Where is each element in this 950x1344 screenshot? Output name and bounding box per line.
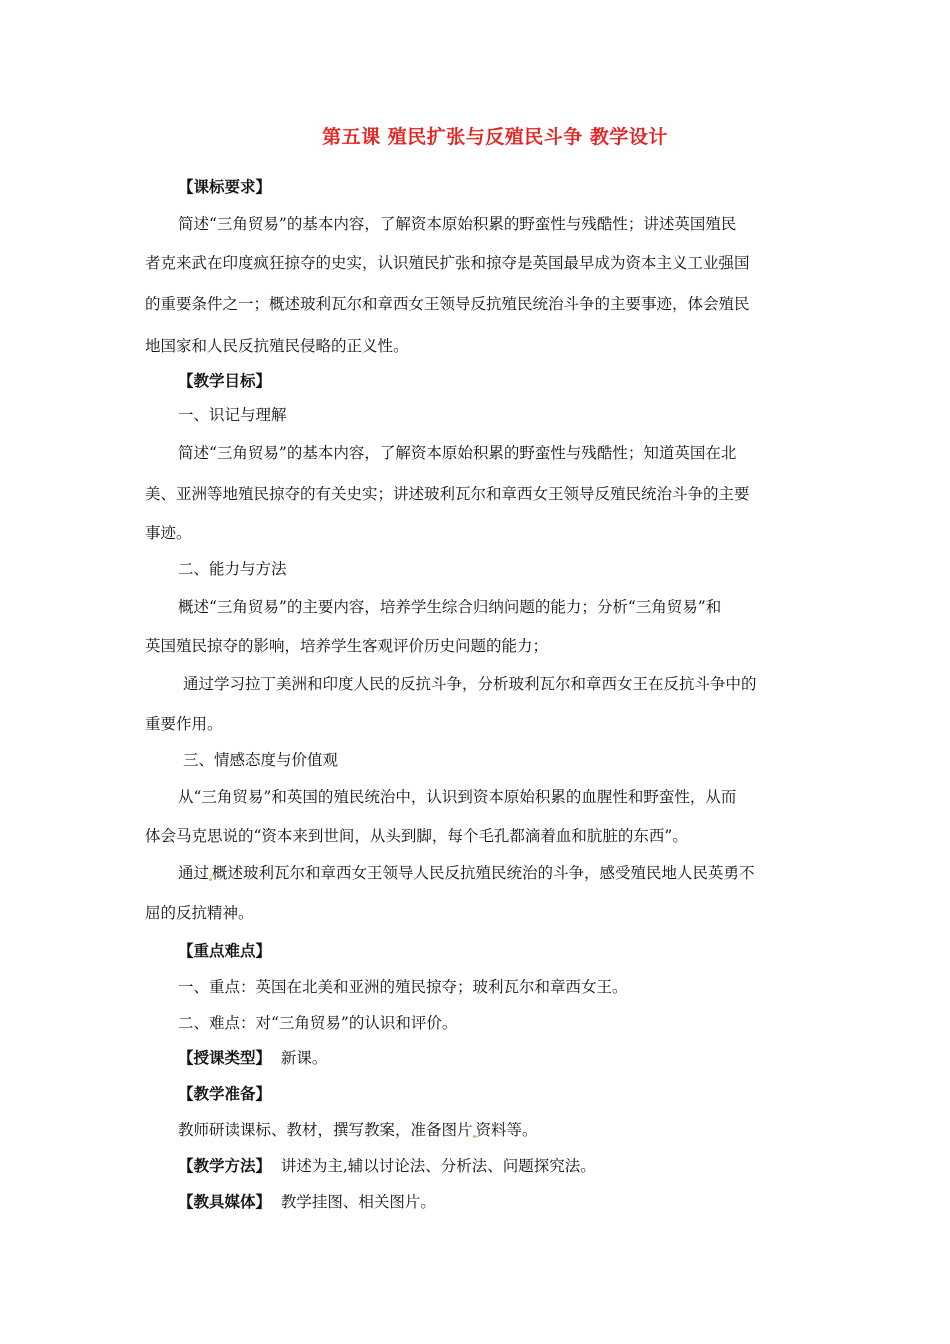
goal3b-line-1: 通过 概述玻利瓦尔和章西女王领导人民反抗殖民统治的斗争，感受殖民地人民英勇不 bbox=[178, 864, 755, 882]
key-header: 【重点难点】 bbox=[178, 941, 272, 960]
curriculum-line-1: 简述“三角贸易”的基本内容，了解资本原始积累的野蛮性与残酷性；讲述英国殖民 bbox=[178, 215, 737, 233]
goal3-title: 三、情感态度与价值观 bbox=[183, 751, 339, 769]
goals-header: 【教学目标】 bbox=[178, 371, 272, 390]
goal3b-line-2: 屈的反抗精神。 bbox=[145, 904, 254, 922]
document-title: 第五课 殖民扩张与反殖民斗争 教学设计 bbox=[322, 126, 668, 148]
media-value: 教学挂图、相关图片。 bbox=[280, 1193, 436, 1211]
media-line bbox=[178, 1192, 436, 1212]
lesson-type-label: 【授课类型】 bbox=[178, 1048, 272, 1067]
goal1-line-1: 简述“三角贸易”的基本内容，了解资本原始积累的野蛮性与残酷性；知道英国在北 bbox=[178, 444, 737, 462]
prep-header: 【教学准备】 bbox=[178, 1084, 272, 1103]
curriculum-header: 【课标要求】 bbox=[178, 177, 272, 196]
prep-line: 教师研读课标、教材，撰写教案，准备图片 资料等。 bbox=[178, 1121, 538, 1139]
lesson-type-value: 新课。 bbox=[280, 1049, 328, 1067]
goal1-line-3: 事迹。 bbox=[145, 524, 192, 542]
method-label: 【教学方法】 bbox=[178, 1156, 272, 1175]
curriculum-line-2: 者克来武在印度疯狂掠夺的史实，认识殖民扩张和掠夺是英国最早成为资本主义工业强国 bbox=[145, 254, 750, 272]
curriculum-line-4: 地国家和人民反抗殖民侵略的正义性。 bbox=[145, 337, 409, 355]
lesson-type bbox=[178, 1048, 327, 1068]
method-line bbox=[178, 1156, 596, 1176]
goal2-title: 二、能力与方法 bbox=[178, 560, 287, 578]
method-value: 讲述为主,辅以讨论法、分析法、问题探究法。 bbox=[280, 1157, 596, 1175]
curriculum-line-3: 的重要条件之一；概述玻利瓦尔和章西女王领导反抗殖民统治斗争的主要事迹，体会殖民 bbox=[145, 295, 750, 313]
media-label: 【教具媒体】 bbox=[178, 1192, 272, 1211]
goal2b-line-2: 重要作用。 bbox=[145, 715, 223, 733]
goal2-line-1: 概述“三角贸易”的主要内容，培养学生综合归纳问题的能力；分析“三角贸易”和 bbox=[178, 598, 722, 616]
goal1-title: 一、识记与理解 bbox=[178, 406, 287, 424]
goal3-line-2: 体会马克思说的“资本来到世间，从头到脚，每个毛孔都滴着血和肮脏的东西”。 bbox=[145, 827, 688, 845]
difficult-point: 二、难点：对“三角贸易”的认识和评价。 bbox=[178, 1014, 458, 1032]
goal3-line-1: 从“三角贸易”和英国的殖民统治中，认识到资本原始积累的血腥性和野蛮性，从而 bbox=[178, 788, 737, 806]
goal1-line-2: 美、亚洲等地殖民掠夺的有关史实；讲述玻利瓦尔和章西女王领导反殖民统治斗争的主要 bbox=[145, 485, 750, 503]
goal2-line-2: 英国殖民掠夺的影响，培养学生客观评价历史问题的能力； bbox=[145, 637, 549, 655]
key-point: 一、重点：英国在北美和亚洲的殖民掠夺；玻利瓦尔和章西女王。 bbox=[178, 978, 628, 996]
goal2b-line-1: 通过学习拉丁美洲和印度人民的反抗斗争，分析玻利瓦尔和章西女王在反抗斗争中的 bbox=[183, 675, 757, 693]
